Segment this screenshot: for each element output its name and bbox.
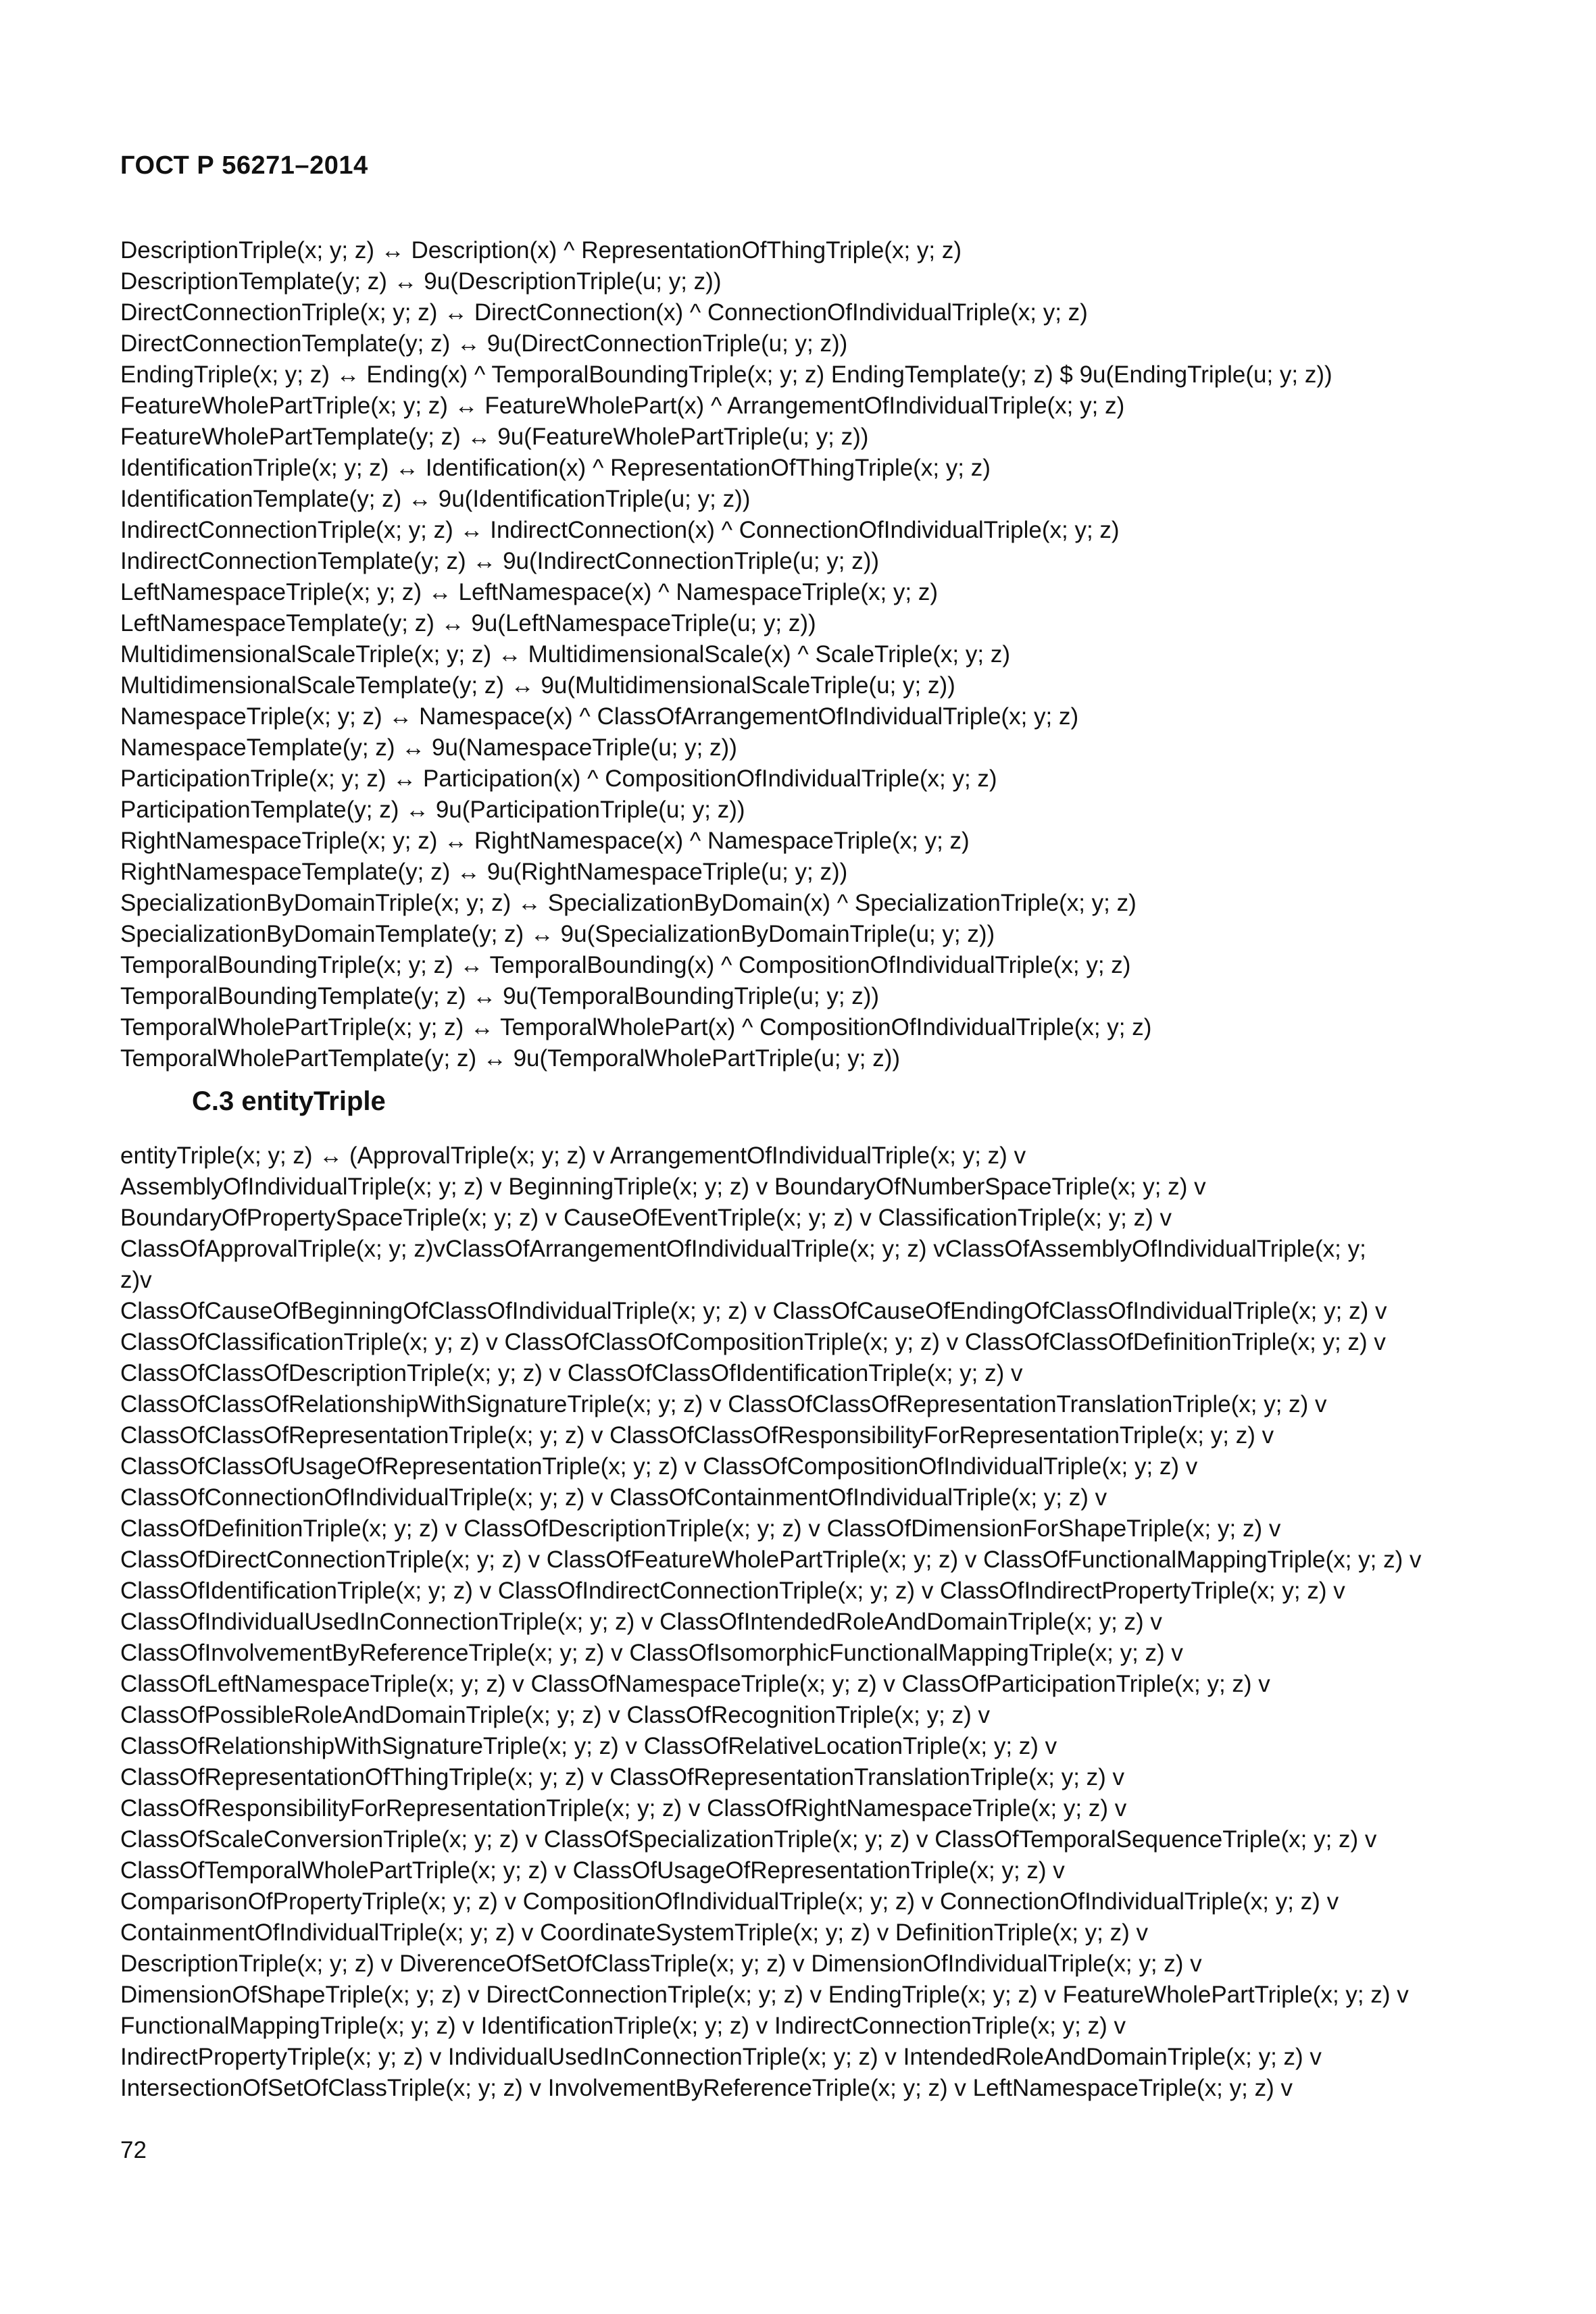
formula-line: ClassOfScaleConversionTriple(x; y; z) v ClassOfSpecializationTriple(x; y; z) v ClassOfTemporalSequenceTriple(x; y; z) v xyxy=(120,1826,1377,1853)
formula-line: AssemblyOfIndividualTriple(x; y; z) v BeginningTriple(x; y; z) v BoundaryOfNumberSpaceTriple(x; y; z) v xyxy=(120,1174,1206,1200)
section-heading: C.3 entityTriple xyxy=(192,1086,386,1116)
formula-line: ClassOfLeftNamespaceTriple(x; y; z) v ClassOfNamespaceTriple(x; y; z) v ClassOfParticipationTriple(x; y; z) v xyxy=(120,1671,1270,1697)
definition-line: RightNamespaceTriple(x; y; z) ↔ RightNamespace(x) ^ NamespaceTriple(x; y; z) xyxy=(120,828,970,854)
definition-line: ParticipationTemplate(y; z) ↔ 9u(ParticipationTriple(u; y; z)) xyxy=(120,797,745,823)
definition-line: EndingTriple(x; y; z) ↔ Ending(x) ^ TemporalBoundingTriple(x; y; z) EndingTemplate(y; z) $ 9u(EndingTriple(u; y; z)) xyxy=(120,361,1332,388)
formula-line: ClassOfClassificationTriple(x; y; z) v ClassOfClassOfCompositionTriple(x; y; z) v ClassOfClassOfDefinitionTriple(x; y; z) v xyxy=(120,1329,1386,1355)
definition-line: LeftNamespaceTemplate(y; z) ↔ 9u(LeftNamespaceTriple(u; y; z)) xyxy=(120,610,816,636)
definition-line: DescriptionTriple(x; y; z) ↔ Description(x) ^ RepresentationOfThingTriple(x; y; z) xyxy=(120,237,962,263)
definition-line: SpecializationByDomainTemplate(y; z) ↔ 9u(SpecializationByDomainTriple(u; y; z)) xyxy=(120,921,995,947)
formula-line: ClassOfClassOfRelationshipWithSignatureTriple(x; y; z) v ClassOfClassOfRepresentationTranslationTriple(x; y; z) v xyxy=(120,1391,1327,1417)
definition-line: IndirectConnectionTemplate(y; z) ↔ 9u(IndirectConnectionTriple(u; y; z)) xyxy=(120,548,880,574)
formula-line: IndirectPropertyTriple(x; y; z) v IndividualUsedInConnectionTriple(x; y; z) v IntendedRoleAndDomainTriple(x; y; z) v xyxy=(120,2044,1322,2070)
entity-triple-formula xyxy=(120,1140,1499,2104)
formula-line: ClassOfDefinitionTriple(x; y; z) v ClassOfDescriptionTriple(x; y; z) v ClassOfDimensionForShapeTriple(x; y; z) v xyxy=(120,1515,1281,1542)
formula-line: ClassOfIdentificationTriple(x; y; z) v ClassOfIndirectConnectionTriple(x; y; z) v ClassOfIndirectPropertyTriple(x; y; z) v xyxy=(120,1578,1345,1604)
formula-line: ClassOfApprovalTriple(x; y; z)vClassOfArrangementOfIndividualTriple(x; y; z) vClassOfAssemblyOfIndividualTriple(x; y; xyxy=(120,1236,1366,1262)
definition-line: IndirectConnectionTriple(x; y; z) ↔ IndirectConnection(x) ^ ConnectionOfIndividualTriple(x; y; z) xyxy=(120,517,1120,543)
formula-line: IntersectionOfSetOfClassTriple(x; y; z) v InvolvementByReferenceTriple(x; y; z) v LeftNamespaceTriple(x; y; z) v xyxy=(120,2075,1293,2101)
formula-line: ClassOfDirectConnectionTriple(x; y; z) v ClassOfFeatureWholePartTriple(x; y; z) v ClassOfFunctionalMappingTriple(x; y; z) v xyxy=(120,1546,1422,1573)
formula-line: ClassOfConnectionOfIndividualTriple(x; y; z) v ClassOfContainmentOfIndividualTriple(x; y; z) v xyxy=(120,1484,1107,1511)
formula-line: z)v xyxy=(120,1267,152,1293)
formula-line: ClassOfCauseOfBeginningOfClassOfIndividualTriple(x; y; z) v ClassOfCauseOfEndingOfClassOfIndividualTriple(x; y; z) v xyxy=(120,1298,1387,1324)
document-header: ГОСТ Р 56271–2014 xyxy=(120,151,368,180)
formula-line: ClassOfClassOfUsageOfRepresentationTriple(x; y; z) v ClassOfCompositionOfIndividualTriple(x; y; z) v xyxy=(120,1453,1198,1480)
formula-line: ClassOfRepresentationOfThingTriple(x; y; z) v ClassOfRepresentationTranslationTriple(x; y; z) v xyxy=(120,1764,1125,1790)
definition-line: DirectConnectionTriple(x; y; z) ↔ DirectConnection(x) ^ ConnectionOfIndividualTriple(x; y; z) xyxy=(120,299,1088,326)
formula-line: ContainmentOfIndividualTriple(x; y; z) v CoordinateSystemTriple(x; y; z) v DefinitionTriple(x; y; z) v xyxy=(120,1919,1148,1946)
formula-line: BoundaryOfPropertySpaceTriple(x; y; z) v CauseOfEventTriple(x; y; z) v ClassificationTriple(x; y; z) v xyxy=(120,1205,1172,1231)
definition-line: NamespaceTriple(x; y; z) ↔ Namespace(x) ^ ClassOfArrangementOfIndividualTriple(x; y; z) xyxy=(120,703,1079,730)
definition-line: TemporalWholePartTemplate(y; z) ↔ 9u(TemporalWholePartTriple(u; y; z)) xyxy=(120,1045,901,1072)
definition-line: TemporalBoundingTriple(x; y; z) ↔ TemporalBounding(x) ^ CompositionOfIndividualTriple(x; y; z) xyxy=(120,952,1131,978)
definitions-block xyxy=(120,235,1512,1074)
formula-line: ClassOfResponsibilityForRepresentationTriple(x; y; z) v ClassOfRightNamespaceTriple(x; y; z) v xyxy=(120,1795,1127,1821)
formula-line: ClassOfPossibleRoleAndDomainTriple(x; y; z) v ClassOfRecognitionTriple(x; y; z) v xyxy=(120,1702,990,1728)
formula-line: ComparisonOfPropertyTriple(x; y; z) v CompositionOfIndividualTriple(x; y; z) v ConnectionOfIndividualTriple(x; y; z) v xyxy=(120,1888,1339,1915)
formula-line: entityTriple(x; y; z) ↔ (ApprovalTriple(x; y; z) v ArrangementOfIndividualTriple(x; y; z) v xyxy=(120,1142,1026,1169)
page-number: 72 xyxy=(120,2137,147,2163)
definition-line: DirectConnectionTemplate(y; z) ↔ 9u(DirectConnectionTriple(u; y; z)) xyxy=(120,330,848,357)
definition-line: IdentificationTriple(x; y; z) ↔ Identification(x) ^ RepresentationOfThingTriple(x; y; z) xyxy=(120,455,991,481)
definition-line: RightNamespaceTemplate(y; z) ↔ 9u(RightNamespaceTriple(u; y; z)) xyxy=(120,859,848,885)
formula-line: DescriptionTriple(x; y; z) v DiverenceOfSetOfClassTriple(x; y; z) v DimensionOfIndividualTriple(x; y; z) v xyxy=(120,1951,1202,1977)
definition-line: DescriptionTemplate(y; z) ↔ 9u(DescriptionTriple(u; y; z)) xyxy=(120,268,722,295)
formula-line: ClassOfClassOfDescriptionTriple(x; y; z) v ClassOfClassOfIdentificationTriple(x; y; z) v xyxy=(120,1360,1023,1386)
definition-line: FeatureWholePartTriple(x; y; z) ↔ FeatureWholePart(x) ^ ArrangementOfIndividualTriple(x; y; z) xyxy=(120,393,1125,419)
definition-line: ParticipationTriple(x; y; z) ↔ Participation(x) ^ CompositionOfIndividualTriple(x; y; z) xyxy=(120,765,997,792)
formula-line: ClassOfRelationshipWithSignatureTriple(x; y; z) v ClassOfRelativeLocationTriple(x; y; z) v xyxy=(120,1733,1057,1759)
formula-line: ClassOfClassOfRepresentationTriple(x; y; z) v ClassOfClassOfResponsibilityForRepresentationTriple(x; y; z) v xyxy=(120,1422,1274,1449)
definition-line: SpecializationByDomainTriple(x; y; z) ↔ SpecializationByDomain(x) ^ SpecializationTriple(x; y; z) xyxy=(120,890,1137,916)
definition-line: TemporalBoundingTemplate(y; z) ↔ 9u(TemporalBoundingTriple(u; y; z)) xyxy=(120,983,880,1009)
definition-line: LeftNamespaceTriple(x; y; z) ↔ LeftNamespace(x) ^ NamespaceTriple(x; y; z) xyxy=(120,579,939,605)
definition-line: IdentificationTemplate(y; z) ↔ 9u(IdentificationTriple(u; y; z)) xyxy=(120,486,751,512)
definition-line: NamespaceTemplate(y; z) ↔ 9u(NamespaceTriple(u; y; z)) xyxy=(120,734,737,761)
definition-line: MultidimensionalScaleTemplate(y; z) ↔ 9u(MultidimensionalScaleTriple(u; y; z)) xyxy=(120,672,955,699)
definition-line: MultidimensionalScaleTriple(x; y; z) ↔ MultidimensionalScale(x) ^ ScaleTriple(x; y; z) xyxy=(120,641,1010,668)
definition-line: FeatureWholePartTemplate(y; z) ↔ 9u(FeatureWholePartTriple(u; y; z)) xyxy=(120,424,869,450)
formula-line: ClassOfInvolvementByReferenceTriple(x; y; z) v ClassOfIsomorphicFunctionalMappingTriple(x; y; z) v xyxy=(120,1640,1183,1666)
definition-line: TemporalWholePartTriple(x; y; z) ↔ TemporalWholePart(x) ^ CompositionOfIndividualTriple(x; y; z) xyxy=(120,1014,1152,1040)
formula-line: DimensionOfShapeTriple(x; y; z) v DirectConnectionTriple(x; y; z) v EndingTriple(x; y; z) v FeatureWholePartTriple(x; y; z) v xyxy=(120,1982,1409,2008)
formula-line: ClassOfIndividualUsedInConnectionTriple(x; y; z) v ClassOfIntendedRoleAndDomainTriple(x; y; z) v xyxy=(120,1609,1162,1635)
formula-line: ClassOfTemporalWholePartTriple(x; y; z) v ClassOfUsageOfRepresentationTriple(x; y; z) v xyxy=(120,1857,1065,1884)
formula-line: FunctionalMappingTriple(x; y; z) v IdentificationTriple(x; y; z) v IndirectConnectionTriple(x; y; z) v xyxy=(120,2013,1126,2039)
